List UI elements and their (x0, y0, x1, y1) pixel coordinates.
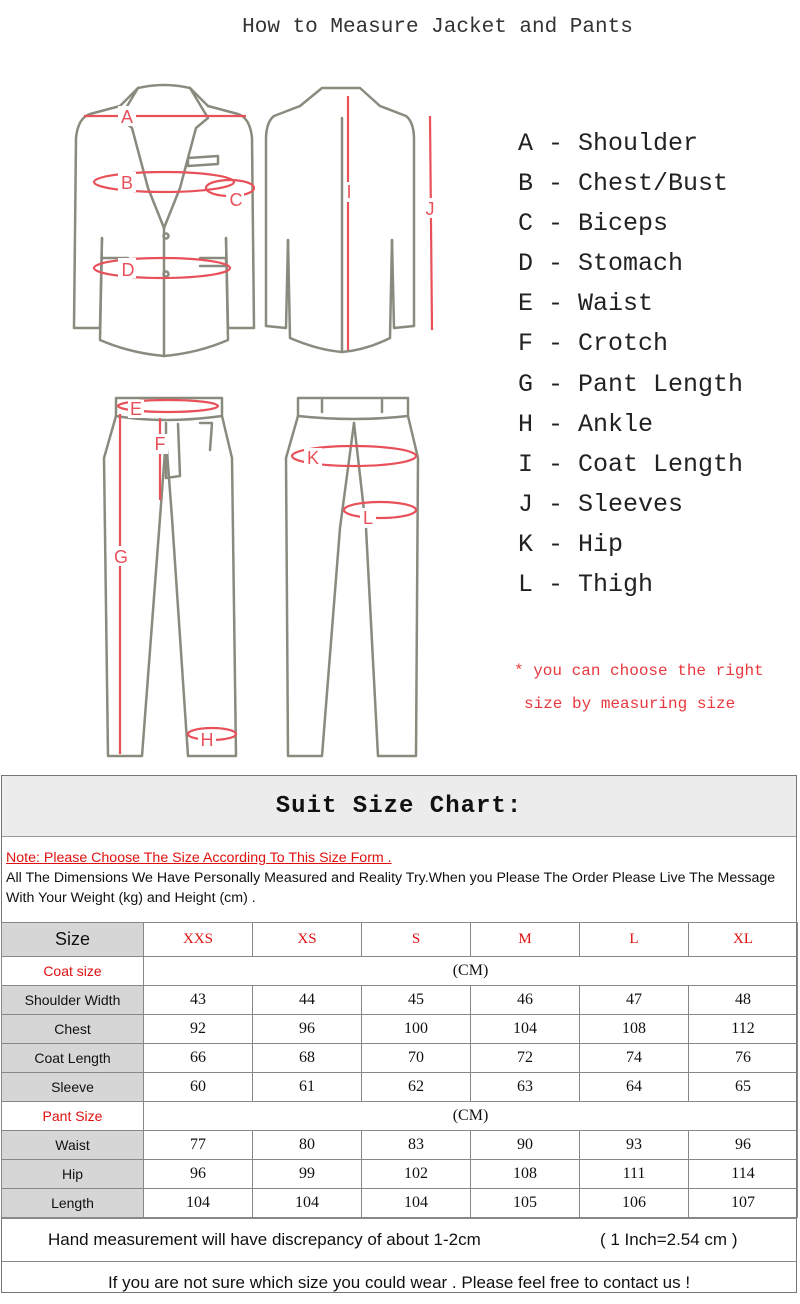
table-cell: 100 (362, 1015, 471, 1044)
pant-section-row (2, 1102, 798, 1131)
legend-item: A - Shoulder (518, 129, 699, 158)
label-d: D (121, 260, 135, 280)
table-cell: 64 (580, 1073, 689, 1102)
sizing-tip (514, 655, 784, 721)
label-e: E (129, 399, 143, 419)
label-c: C (229, 190, 243, 210)
coat-section-label: Coat size (2, 957, 144, 986)
table-cell: 111 (580, 1160, 689, 1189)
table-cell: 104 (253, 1189, 362, 1218)
label-g: G (113, 547, 129, 567)
table-cell: 61 (253, 1073, 362, 1102)
jacket-back-outline (266, 88, 414, 352)
legend-item: L - Thigh (518, 570, 654, 600)
jacket-front-outline (74, 85, 254, 356)
sizing-tip-line: size by measuring size (524, 695, 736, 713)
label-l: L (362, 508, 374, 528)
table-cell: 93 (580, 1131, 689, 1160)
pant-unit: (CM) (144, 1102, 798, 1131)
table-row (2, 1160, 798, 1189)
row-label: Length (2, 1189, 144, 1218)
measurement-guides (84, 96, 432, 754)
row-label: Chest (2, 1015, 144, 1044)
table-cell: 108 (471, 1160, 580, 1189)
legend-item: C - Biceps (518, 209, 669, 239)
size-header: XL (689, 923, 798, 957)
coat-section-row (2, 957, 798, 986)
table-row (2, 1073, 798, 1102)
table-cell: 60 (144, 1073, 253, 1102)
table-cell: 107 (689, 1189, 798, 1218)
table-cell: 77 (144, 1131, 253, 1160)
legend-item: D - Stomach (518, 249, 684, 279)
size-header: XXS (144, 923, 253, 957)
table-cell: 68 (253, 1044, 362, 1073)
table-cell: 65 (689, 1073, 798, 1102)
table-cell: 46 (471, 986, 580, 1015)
table-cell: 106 (580, 1189, 689, 1218)
size-chart-title: Suit Size Chart: (2, 776, 796, 837)
size-chart-note (2, 837, 796, 922)
table-cell: 105 (471, 1189, 580, 1218)
table-cell: 114 (689, 1160, 798, 1189)
table-cell: 45 (362, 986, 471, 1015)
table-cell: 102 (362, 1160, 471, 1189)
suit-illustration (60, 78, 460, 768)
table-row (2, 986, 798, 1015)
row-label: Waist (2, 1131, 144, 1160)
table-row (2, 1131, 798, 1160)
table-cell: 96 (144, 1160, 253, 1189)
size-chart (1, 775, 797, 1293)
discrepancy-note (2, 1218, 796, 1262)
table-cell: 44 (253, 986, 362, 1015)
table-cell: 96 (253, 1015, 362, 1044)
table-cell: 104 (471, 1015, 580, 1044)
table-cell: 90 (471, 1131, 580, 1160)
table-cell: 43 (144, 986, 253, 1015)
legend-item: G - Pant Length (518, 369, 744, 399)
table-cell: 72 (471, 1044, 580, 1073)
size-header: M (471, 923, 580, 957)
discrepancy-text: Hand measurement will have discrepancy of about 1-2cm (48, 1230, 481, 1249)
table-header-row (2, 923, 798, 957)
table-cell: 99 (253, 1160, 362, 1189)
label-j: J (425, 199, 435, 219)
measurement-diagram (60, 78, 460, 768)
table-row (2, 1189, 798, 1218)
table-cell: 80 (253, 1131, 362, 1160)
size-table (1, 922, 798, 1218)
label-h: H (200, 730, 214, 750)
legend-item: B - Chest/Bust (518, 169, 729, 199)
table-cell: 83 (362, 1131, 471, 1160)
table-cell: 70 (362, 1044, 471, 1073)
label-i: I (346, 182, 352, 202)
table-cell: 47 (580, 986, 689, 1015)
size-header: L (580, 923, 689, 957)
pants-front-outline (104, 398, 236, 756)
table-cell: 104 (362, 1189, 471, 1218)
table-cell: 104 (144, 1189, 253, 1218)
table-cell: 108 (580, 1015, 689, 1044)
label-a: A (120, 107, 134, 127)
table-row (2, 1044, 798, 1073)
table-cell: 63 (471, 1073, 580, 1102)
pant-section-label: Pant Size (2, 1102, 144, 1131)
table-row (2, 1015, 798, 1044)
label-f: F (154, 434, 166, 454)
size-chart-note-red: Note: Please Choose The Size According To This Size Form . (6, 850, 392, 866)
table-cell: 112 (689, 1015, 798, 1044)
size-chart-note-text: All The Dimensions We Have Personally Measured and Reality Try.When you Please The Order Please Live The Message With Your Weight (kg) and Height (cm) . (6, 870, 776, 906)
legend-item: I - Coat Length (518, 449, 744, 479)
row-label: Hip (2, 1160, 144, 1189)
measurement-legend (518, 124, 798, 605)
table-cell: 96 (689, 1131, 798, 1160)
page-title: How to Measure Jacket and Pants (242, 16, 633, 39)
label-k: K (306, 448, 320, 468)
row-label: Shoulder Width (2, 986, 144, 1015)
size-header: S (362, 923, 471, 957)
size-header: XS (253, 923, 362, 957)
table-cell: 62 (362, 1073, 471, 1102)
coat-unit: (CM) (144, 957, 798, 986)
legend-item: F - Crotch (518, 329, 669, 359)
table-cell: 76 (689, 1044, 798, 1073)
table-cell: 48 (689, 986, 798, 1015)
table-cell: 74 (580, 1044, 689, 1073)
legend-item: J - Sleeves (518, 489, 684, 519)
table-cell: 66 (144, 1044, 253, 1073)
sizing-tip-line: * you can choose the right (514, 662, 764, 680)
row-label: Sleeve (2, 1073, 144, 1102)
legend-item: K - Hip (518, 529, 624, 559)
row-label: Coat Length (2, 1044, 144, 1073)
label-b: B (120, 173, 134, 193)
size-header-label: Size (2, 923, 144, 957)
inch-conversion: ( 1 Inch=2.54 cm ) (600, 1230, 738, 1249)
contact-note: If you are not sure which size you could wear . Please feel free to contact us ! (107, 1273, 691, 1292)
table-cell: 92 (144, 1015, 253, 1044)
legend-item: H - Ankle (518, 409, 654, 439)
legend-item: E - Waist (518, 289, 654, 319)
